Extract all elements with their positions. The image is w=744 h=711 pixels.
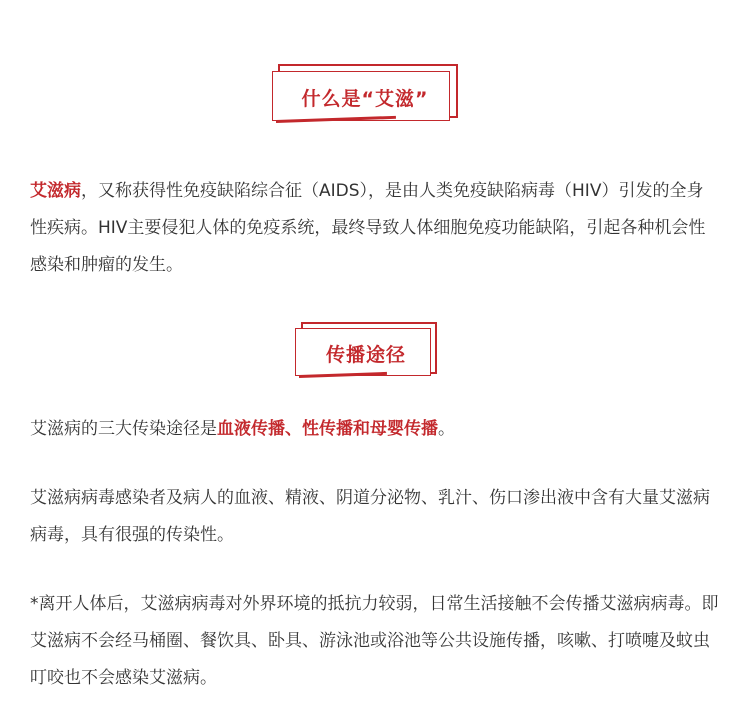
section-title-what-is-aids: 什么是“艾滋” [301, 88, 429, 110]
transmission-prefix: 艾滋病的三大传染途径是 [30, 419, 217, 439]
infectious-fluids-paragraph: 艾滋病病毒感染者及病人的血液、精液、阴道分泌物、乳汁、伤口渗出液中含有大量艾滋病病毒，具有很强的传染性。 [30, 488, 710, 545]
section-title-box-transmission [295, 322, 443, 382]
transmission-routes-highlight: 血液传播、性传播和母婴传播 [217, 419, 438, 439]
daily-contact-safety-paragraph: *离开人体后，艾滋病病毒对外界环境的抵抗力较弱，日常生活接触不会传播艾滋病病毒。即艾滋病不会经马桶圈、餐饮具、卧具、游泳池或浴池等公共设施传播，咳嗽、打喷嚏及蚊虫叮咬也不会感染艾滋病。 [30, 594, 719, 688]
transmission-suffix: 。 [438, 419, 455, 439]
aids-keyword: 艾滋病 [30, 181, 81, 201]
section-title-box-what-is-aids [272, 64, 462, 124]
section-title-transmission: 传播途径 [325, 344, 406, 366]
aids-definition-paragraph [30, 173, 720, 284]
aids-definition-text: ，又称获得性免疫缺陷综合征（AIDS），是由人类免疫缺陷病毒（HIV）引发的全身性疾病。HIV主要侵犯人体的免疫系统，最终导致人体细胞免疫功能缺陷，引起各种机会性感染和肿瘤的发生。 [30, 181, 706, 275]
transmission-routes-paragraph [30, 411, 720, 448]
